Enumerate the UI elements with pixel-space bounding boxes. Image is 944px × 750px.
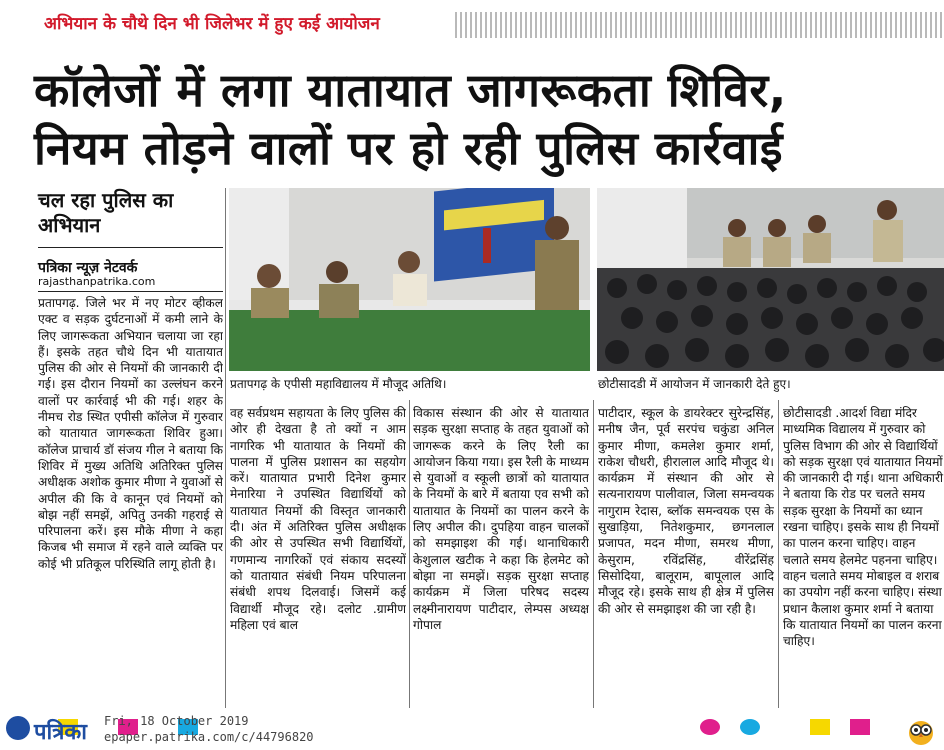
reg-swatch-yellow-2 bbox=[810, 719, 830, 735]
headline-line-1: कॉलेजों में लगा यातायात जागरूकता शिविर, bbox=[34, 63, 787, 117]
reg-swatch-magenta-2 bbox=[850, 719, 870, 735]
article-column-2 bbox=[230, 405, 406, 707]
brand-name: पत्रिका bbox=[34, 720, 87, 745]
divider-1 bbox=[225, 188, 226, 708]
reg-dot-magenta bbox=[700, 719, 720, 735]
owl-icon-shape bbox=[906, 716, 936, 746]
column-1-text: प्रतापगढ़. जिले भर में नए मोटर व्हीकल एक्ट व सड़क दुर्घटनाओं में कमी लाने के लिए जागरूकता अभियान चलाया जा रहा हैं। इसके तहत चौथे दिन भी यातायात पुलिस की ओर से नियमों की जानकारी दी गई। इस दौरान नियमों का उल्लंघन करने वालों पर कार्रवाई भी की गई। शहर के नीमच रोड स्थित एपीसी कॉलेज में गुरुवार को यातायात जागरूकता शिविर हुआ। कॉलेज प्राचार्य डॉ संजय गील ने बताया कि शिविर में मुख्य अतिथि अतिरिक्त पुलिस अधीक्षक अशोक कुमार मीणा ने युवाओं से अपील की कि वे कानून एवं नियमों को बोझ नहीं समझें, अपितु उनकी गहराई से परिपालना करें। इस मौके मीणा ने कहा किजब भी समाज में रहने वाले व्यक्ति पर कोई भी प्रतिकूल परिस्थिति लागू होती है। bbox=[38, 296, 223, 571]
article-column-4 bbox=[598, 405, 774, 707]
site: rajasthanpatrika.com bbox=[38, 275, 156, 288]
article-column-5 bbox=[783, 405, 944, 707]
owl-icon[interactable] bbox=[906, 716, 936, 746]
photo-chhotisadri bbox=[597, 188, 944, 371]
photo-apc-college bbox=[229, 188, 590, 371]
article-column-3 bbox=[413, 405, 589, 707]
column-2-text: वह सर्वप्रथम सहायता के लिए पुलिस की ओर ही देखता है तो क्यों न आम नागरिक भी यातायात के नियमों की पालना में पुलिस प्रशासन का सहयोग करें। यातायात प्रभारी दिनेश कुमार मेनारिया ने उपस्थित विद्यार्थियों को यातायात नियमों की विस्तृत जानकारी दी। अंत में अतिरिक्त पुलिस अधीक्षक की ओर से उपस्थित सभी विद्यार्थियों, गणमान्य नागरिकों एवं संकाय सदस्यों को यातायात संबंधी नियम परिपालना संबंधी शपथ दिलवाई। जिसमें कई विद्यार्थी मौजूद रहे। दलोट .ग्रामीण महिला एवं बाल bbox=[230, 406, 406, 632]
sub-rule bbox=[38, 247, 223, 248]
article-column-1 bbox=[38, 295, 223, 707]
patrika-logo-icon bbox=[6, 716, 30, 740]
kicker-rule bbox=[455, 12, 944, 38]
column-5-text: छोटीसादडी .आदर्श विद्या मंदिर माध्यमिक विद्यालय में गुरुवार को पुलिस विभाग की ओर से विद्यार्थियों को सड़क सुरक्षा एवं यातायात नियमों की जानकारी दी गई। थाना अधिकारी ने बताया कि रोड पर चलते समय सड़क सुरक्षा के नियमों का ध्यान रखना चाहिए। इसके साथ ही नियमों का पालन करना चाहिए। वाहन चलाते समय हेलमेट पहनना चाहिए। वाहन चलाते समय मोबाइल व शराब का उपयोग नहीं करना चाहिए। संस्था प्रधान कैलाश कुमार शर्मा ने बताया कि यातायात नियमों का पालन करना चाहिए। bbox=[783, 406, 944, 649]
divider-3 bbox=[593, 400, 594, 708]
epaper-url[interactable]: epaper.patrika.com/c/44796820 bbox=[104, 730, 314, 744]
photo-apc-college-drawing bbox=[229, 188, 590, 371]
byline-rule bbox=[38, 291, 223, 292]
photo-chhotisadri-drawing bbox=[597, 188, 944, 371]
divider-4 bbox=[778, 400, 779, 708]
byline: पत्रिका न्यूज़ नेटवर्क bbox=[38, 260, 138, 276]
subheadline: चल रहा पुलिस का अभियान bbox=[38, 188, 174, 237]
column-3-text: विकास संस्थान की ओर से यातायात सड़क सुरक्षा सप्ताह के तहत युवाओं को जागरूक करने के लिए रैली का आयोजन किया गया। इस रैली के माध्यम से युवाओं व स्कूली छात्रों को यातायात के नियमों के बारे में बताया एव सभी को यातायात के नियमों का पालन करने के लिए अपील की। दुपहिया वाहन चालकों को समझाइश की गई। थानाधिकारी केशुलाल खटीक ने कहा कि हेलमेट को बोझा ना समझें। सड़क सुरक्षा सप्ताह कार्यक्रम में जिला परिषद सदस्य लक्ष्मीनारायण पाटीदार, लेम्पस अध्यक्ष गोपाल bbox=[413, 406, 589, 632]
edition-date: Fri, 18 October 2019 bbox=[104, 714, 249, 728]
headline-line-2: नियम तोड़ने वालों पर हो रही पुलिस कार्रवाई bbox=[34, 121, 783, 175]
photo-apc-caption: प्रतापगढ़ के एपीसी महाविद्यालय में मौजूद अतिथि। bbox=[230, 377, 447, 391]
photo-chhotisadri-caption: छोटीसादडी में आयोजन में जानकारी देते हुए। bbox=[598, 377, 791, 391]
kicker: अभियान के चौथे दिन भी जिलेभर में हुए कई आयोजन bbox=[44, 10, 380, 38]
divider-2 bbox=[409, 400, 410, 708]
column-4-text: पाटीदार, स्कूल के डायरेक्टर सुरेन्द्रसिंह, मनीष जैन, पूर्व सरपंच चकुंडा अनिल कुमार मीणा, कमलेश कुमार शर्मा, राकेश चौधरी, हीरालाल आदि मौजूद थे। कार्यक्रम में संस्थान की ओर से सत्यनारायण पालीवाल, जिला समन्वयक नागुराम रेदास, ब्लॉक समन्वयक एस के सुखाड़िया, नितेशकुमार, छगनलाल प्रजापत, मदन मीणा, समरथ मीणा, केसुराम, रविंद्रसिंह, वीरेंद्रसिंह सिसोदिया, बालूराम, बापूलाल आदि मौजूद रहे। इसके साथ ही क्षेत्र में पुलिस की ओर से समझाइश की जा रही है। bbox=[598, 406, 774, 616]
reg-dot-cyan bbox=[740, 719, 760, 735]
